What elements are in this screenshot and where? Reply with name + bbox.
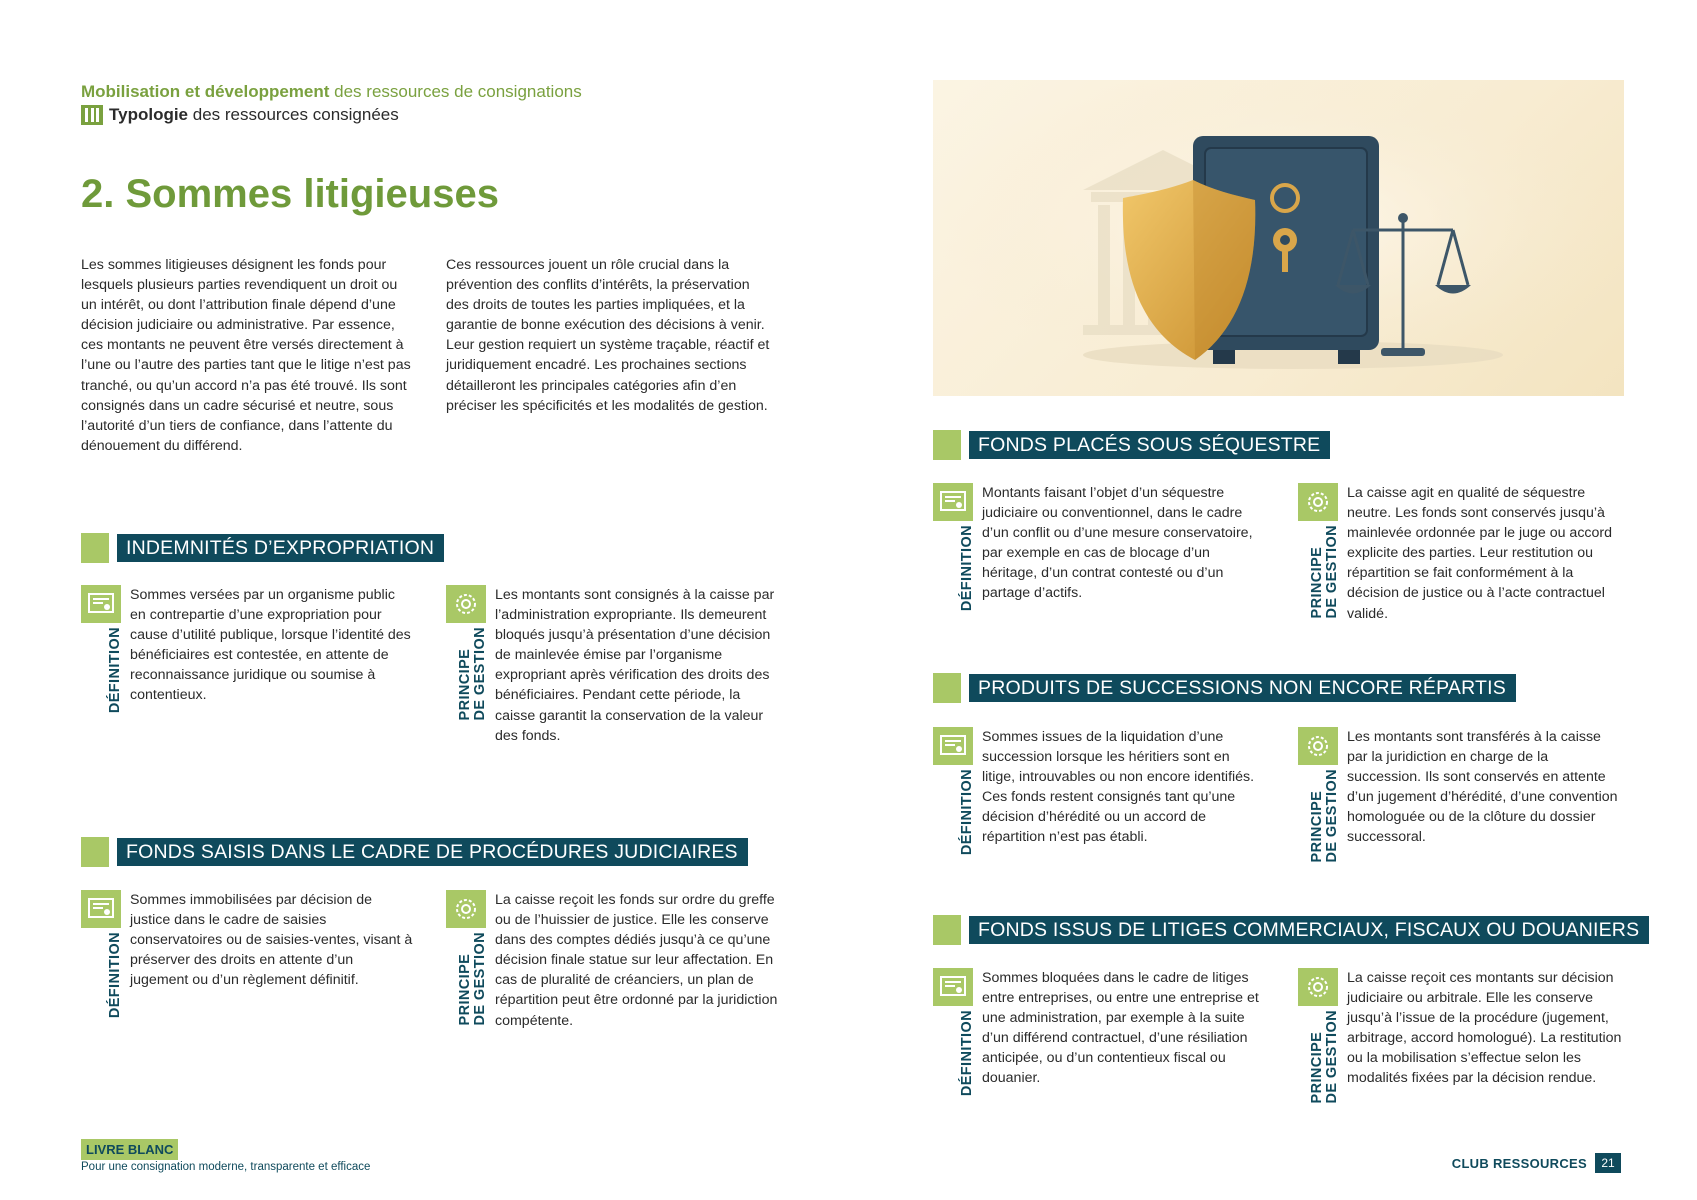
definition-icon-column <box>81 890 123 1030</box>
principe-text: La caisse agit en qualité de séquestre neutre. Les fonds sont conservés jusqu’à mainlevée ordonnée par le juge ou accord explicite des parties. Leur restitution ou répartition se fait conformément à la décision de justice ou à l’acte contractuel validé. <box>1347 485 1613 622</box>
definition-text: Sommes versées par un organisme public en contrepartie d’une expropriation pour cause d’utilité publique, lorsque l’identité des bénéficiaires est contestée, en attente de reconnaissance juridique ou soumise à contentieux. <box>130 587 411 704</box>
section-header-expropriation <box>81 533 444 563</box>
gear-hand-icon <box>446 585 486 623</box>
principe-icon-column <box>1298 968 1340 1128</box>
principe-block-expropriation <box>446 585 786 765</box>
principe-text: La caisse reçoit ces montants sur décision judiciaire ou arbitrale. Elle les conserve jusqu’à l’issue de la procédure (jugement, arbitrage, accord homologué). La restitution ou la mobilisation s’effectue selon les modalités fixées par la décision rendue. <box>1347 970 1622 1087</box>
section-marker <box>933 915 961 945</box>
section-title: FONDS SAISIS DANS LE CADRE DE PROCÉDURES JUDICIAIRES <box>117 838 748 866</box>
section-title: PRODUITS DE SUCCESSIONS NON ENCORE RÉPARTIS <box>969 674 1516 702</box>
certificate-icon <box>933 727 973 765</box>
section-marker <box>81 533 109 563</box>
principe-block-litiges <box>1298 968 1628 1128</box>
definition-block-successions <box>933 727 1273 872</box>
definition-icon-column <box>81 585 123 735</box>
section-marker <box>81 837 109 867</box>
principe-label: PRINCIPE DE GESTION <box>1309 525 1340 619</box>
principe-label: PRINCIPE DE GESTION <box>457 932 488 1026</box>
certificate-icon <box>933 483 973 521</box>
definition-text: Sommes bloquées dans le cadre de litiges entre entreprises, ou entre une entreprise et une administration, par exemple à la suite d’un différend contractuel, d’une résiliation anticipée, ou d’un contentieux fiscal ou douanier. <box>982 970 1259 1087</box>
intro-paragraph-left: Les sommes litigieuses désignent les fonds pour lesquels plusieurs parties revendiquent un droit ou un intérêt, ou dont l’attribution finale dépend d’une décision judiciaire ou administrative. Par essence, ces montants ne peuvent être versés directement à l’une ou l’autre des parties tant que le litige n’est pas tranché, ou qu’un accord n’a pas été trouvé. Ils sont consignés dans un cadre sécurisé et neutre, sous l’autorité d’un tiers de confiance, dans l’attente du dénouement du différend. <box>81 257 411 454</box>
gear-hand-icon <box>1298 727 1338 765</box>
gear-hand-icon <box>1298 968 1338 1006</box>
footer-subtitle: Pour une consignation moderne, transparente et efficace <box>81 1161 371 1173</box>
section-title: INDEMNITÉS D’EXPROPRIATION <box>117 534 444 562</box>
principe-label: PRINCIPE DE GESTION <box>457 627 488 721</box>
livre-blanc-tag: LIVRE BLANC <box>81 1139 178 1160</box>
gear-hand-icon <box>1298 483 1338 521</box>
certificate-icon <box>81 890 121 928</box>
definition-label: DÉFINITION <box>959 769 975 856</box>
principe-icon-column <box>446 890 488 1050</box>
principe-icon-column <box>1298 727 1340 872</box>
columns-icon <box>81 105 103 125</box>
definition-block-saisies <box>81 890 421 1030</box>
principe-block-successions <box>1298 727 1628 872</box>
definition-label: DÉFINITION <box>107 627 123 714</box>
principe-block-sequestre <box>1298 483 1628 628</box>
footer-brand <box>1452 1153 1621 1173</box>
gear-hand-icon <box>446 890 486 928</box>
page-title: 2. Sommes litigieuses <box>81 172 499 216</box>
club-name: CLUB RESSOURCES <box>1451 1155 1587 1171</box>
definition-block-sequestre <box>933 483 1273 628</box>
certificate-icon <box>81 585 121 623</box>
definition-block-litiges <box>933 968 1273 1113</box>
definition-icon-column <box>933 968 975 1113</box>
section-header-sequestre <box>933 430 1330 460</box>
page-number: 21 <box>1595 1153 1621 1173</box>
definition-label: DÉFINITION <box>107 932 123 1019</box>
principe-text: Les montants sont transférés à la caisse par la juridiction en charge de la succession. Ils sont conservés en attente d’un jugement d’hérédité, d’une convention homologuée ou de la clôture du dossier successoral. <box>1347 729 1618 846</box>
section-header-litiges <box>933 915 1649 945</box>
principe-text: Les montants sont consignés à la caisse par l’administration expropriante. Ils demeurent bloqués jusqu’à présentation d’une décision de mainlevée émise par l’organisme expropriant après vérification des droits des bénéficiaires. Pendant cette période, la caisse garantit la conservation de la valeur des fonds. <box>495 587 775 744</box>
intro-paragraph-right: Ces ressources jouent un rôle crucial dans la prévention des conflits d’intérêts, la préservation des droits de toutes les parties impliquées, et la garantie de bonne exécution des décisions à venir. Leur gestion requiert un système traçable, réactif et juridiquement encadré. Les prochaines sections détailleront les principales catégories afin d’en préciser les spécificités et les modalités de gestion. <box>446 257 770 414</box>
running-subheader: Typologie des ressources consignées <box>81 105 399 125</box>
principe-icon-column <box>1298 483 1340 628</box>
principe-block-saisies <box>446 890 786 1050</box>
definition-label: DÉFINITION <box>959 1010 975 1097</box>
running-header: Mobilisation et développement des ressources de consignations <box>81 82 582 101</box>
section-header-successions <box>933 673 1516 703</box>
definition-icon-column <box>933 483 975 628</box>
definition-text: Sommes immobilisées par décision de justice dans le cadre de saisies conservatoires ou de saisies-ventes, visant à préserver des droits en attente d’un jugement ou d’un règlement définitif. <box>130 892 413 989</box>
safe-illustration <box>933 80 1624 396</box>
definition-label: DÉFINITION <box>959 525 975 612</box>
section-marker <box>933 430 961 460</box>
definition-text: Montants faisant l’objet d’un séquestre judiciaire ou conventionnel, dans le cadre d’un conflit ou d’une mesure conservatoire, par exemple en cas de blocage d’un héritage, d’un contrat contesté ou d’un partage d’actifs. <box>982 485 1253 602</box>
principe-label: PRINCIPE DE GESTION <box>1309 769 1340 863</box>
definition-text: Sommes issues de la liquidation d’une succession lorsque les héritiers sont en litige, introuvables ou non encore identifiés. Ces fonds restent consignés tant qu’une décision d’hérédité ou un accord de répartition n’est pas établi. <box>982 729 1255 846</box>
definition-icon-column <box>933 727 975 872</box>
principe-text: La caisse reçoit les fonds sur ordre du greffe ou de l’huissier de justice. Elle les conserve dans des comptes dédiés jusqu’à ce qu’une décision finale statue sur leur affectation. En cas de pluralité de créanciers, un plan de répartition peut être ordonné par la juridiction compétente. <box>495 892 778 1029</box>
definition-block-expropriation <box>81 585 421 735</box>
certificate-icon <box>933 968 973 1006</box>
principe-icon-column <box>446 585 488 765</box>
principe-label: PRINCIPE DE GESTION <box>1309 1010 1340 1104</box>
section-title: FONDS ISSUS DE LITIGES COMMERCIAUX, FISCAUX OU DOUANIERS <box>969 916 1649 944</box>
section-header-saisies <box>81 837 748 867</box>
safe-shield-scales-image <box>933 80 1624 396</box>
section-title: FONDS PLACÉS SOUS SÉQUESTRE <box>969 431 1330 459</box>
section-marker <box>933 673 961 703</box>
